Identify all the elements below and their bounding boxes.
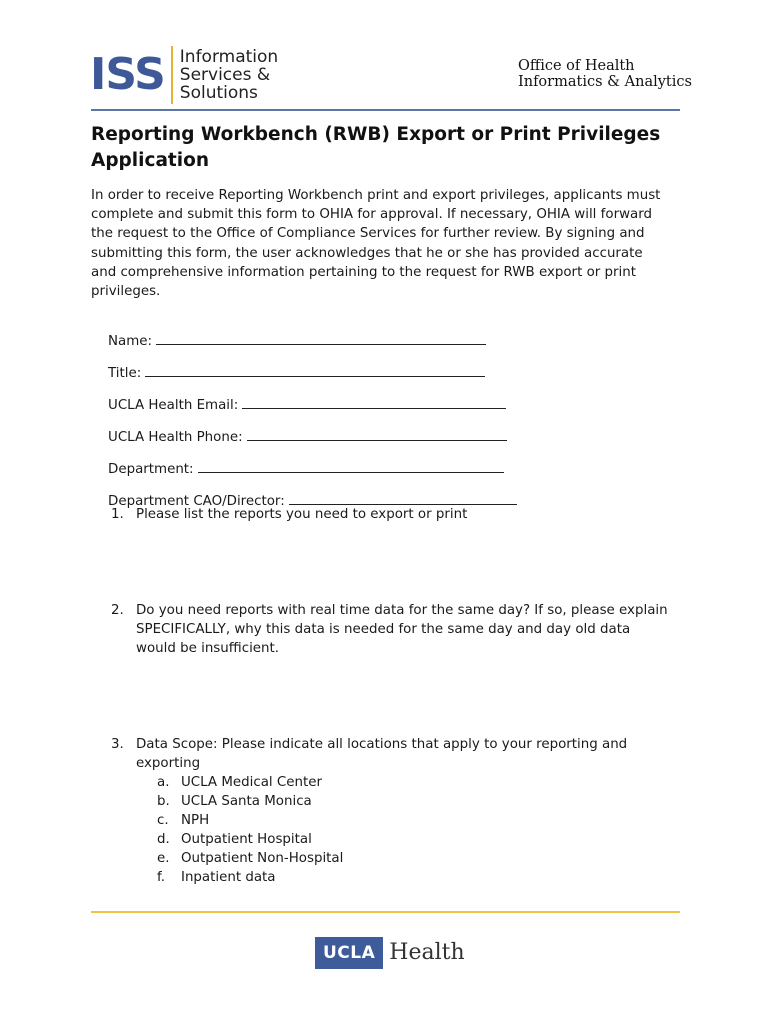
email-field-line[interactable] <box>242 396 506 409</box>
location-option[interactable] <box>91 811 671 830</box>
iss-logo-mark: ISS <box>90 49 165 100</box>
intro-paragraph: In order to receive Reporting Workbench print and export privileges, applicants must complete and submit this form to OHIA for approval. If necessary, OHIA will forward the request to the Office of Compliance Services for further review. By signing and submitting this form, the user acknowledges that he or she has provided accurate and comprehensive information pertaining to the request for RWB export or print privileges. <box>91 188 661 300</box>
ohia-logo-line: Office of Health <box>518 58 635 74</box>
field-label: UCLA Health Email: <box>108 398 239 413</box>
ohia-logo-line: Informatics & Analytics <box>518 74 692 90</box>
option-letter: b. <box>157 794 170 809</box>
ucla-health-logo <box>315 937 465 969</box>
location-option[interactable] <box>91 849 671 868</box>
location-option[interactable] <box>91 830 671 849</box>
title-field-line[interactable] <box>145 364 485 377</box>
option-label: UCLA Santa Monica <box>181 794 312 809</box>
department-field-line[interactable] <box>198 460 504 473</box>
option-letter: e. <box>157 851 170 866</box>
header-divider <box>91 109 680 111</box>
field-label: Department: <box>108 462 194 477</box>
option-letter: c. <box>157 813 169 828</box>
location-option[interactable] <box>91 773 671 792</box>
question-number: 2. <box>111 603 124 618</box>
option-label: Outpatient Hospital <box>181 832 312 847</box>
field-label: Department CAO/Director: <box>108 494 285 509</box>
option-label: Outpatient Non-Hospital <box>181 851 344 866</box>
field-label: Name: <box>108 334 153 349</box>
question-1 <box>91 505 671 524</box>
question-text: Please list the reports you need to export or print <box>136 507 468 522</box>
ohia-logo <box>518 58 692 90</box>
location-option[interactable] <box>91 868 671 887</box>
question-3 <box>91 735 671 887</box>
question-number: 3. <box>111 737 124 752</box>
option-letter: a. <box>157 775 170 790</box>
field-label: Title: <box>108 366 142 381</box>
option-letter: d. <box>157 832 170 847</box>
option-label: UCLA Medical Center <box>181 775 322 790</box>
iss-logo-line: Services & <box>179 65 271 85</box>
iss-logo-text <box>180 48 278 102</box>
location-options <box>91 773 671 887</box>
iss-logo-line: Solutions <box>179 83 258 103</box>
footer-divider <box>91 911 680 913</box>
question-2 <box>91 601 671 658</box>
director-field-line[interactable] <box>289 492 517 505</box>
ucla-logo-box: UCLA <box>315 937 383 969</box>
phone-field-line[interactable] <box>247 428 507 441</box>
iss-logo-divider <box>171 46 173 104</box>
iss-logo-line: Information <box>179 47 279 67</box>
page-title: Reporting Workbench (RWB) Export or Print Privileges Application <box>91 124 661 171</box>
ucla-logo-health: Health <box>389 940 465 965</box>
question-text: Do you need reports with real time data for the same day? If so, please explain SPECIFICALLY, why this data is needed for the same day and day old data would be insufficient. <box>136 603 668 656</box>
question-number: 1. <box>111 507 124 522</box>
field-label: UCLA Health Phone: <box>108 430 243 445</box>
iss-logo <box>90 44 278 106</box>
question-text: Data Scope: Please indicate all locations that apply to your reporting and exporting <box>136 737 628 771</box>
name-field-line[interactable] <box>156 332 486 345</box>
option-letter: f. <box>157 870 165 885</box>
location-option[interactable] <box>91 792 671 811</box>
option-label: Inpatient data <box>181 870 276 885</box>
option-label: NPH <box>181 813 210 828</box>
